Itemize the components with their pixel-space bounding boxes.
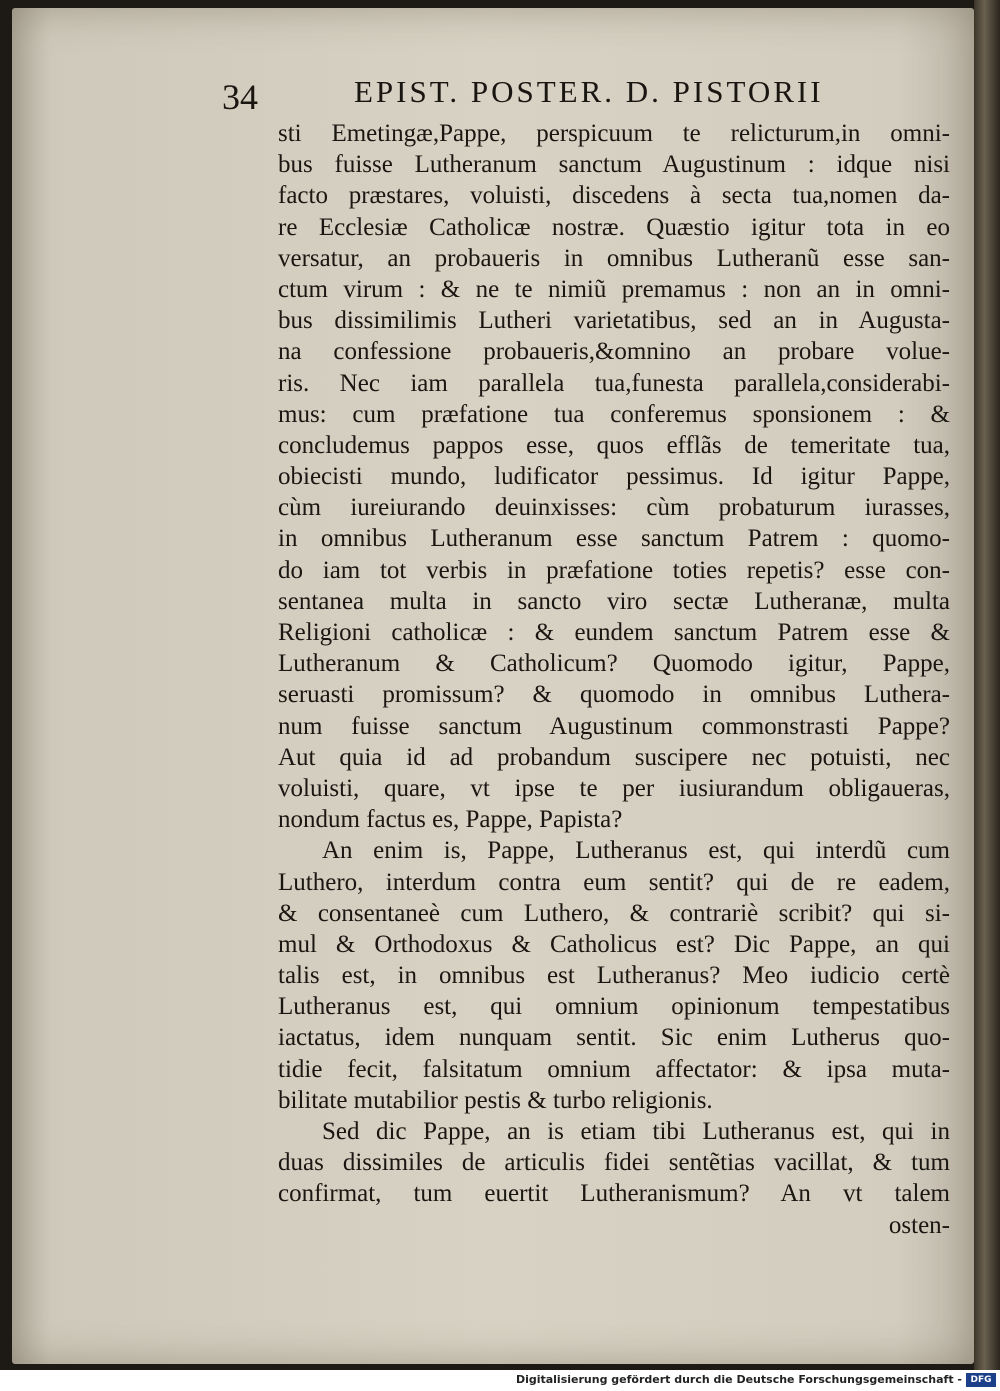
text-line: do iam tot verbis in præfatione toties repetis? esse con- (278, 556, 950, 584)
text-line: versatur, an probaueris in omnibus Lutheranũ esse san- (278, 244, 950, 272)
text-line: nondum factus es, Pappe, Papista? (278, 806, 623, 834)
catchword: osten- (888, 1211, 950, 1239)
text-line: sti Emetingæ,Pappe, perspicuum te relicturum,in omni- (278, 120, 950, 147)
text-line: An enim is, Pappe, Lutheranus est, qui interdũ cum (322, 837, 950, 865)
text-line: in omnibus Lutheranum esse sanctum Patrem : quomo- (278, 525, 950, 553)
page-number: 34 (222, 77, 258, 117)
text-line: num fuisse sanctum Augustinum commonstrasti Pappe? (278, 712, 950, 740)
text-line: bilitate mutabilior pestis & turbo religionis. (278, 1086, 713, 1114)
text-line: sentanea multa in sancto viro sectæ Lutheranæ, multa (278, 587, 950, 615)
text-line: facto præstares, voluisti, discedens à secta tua,nomen da- (278, 182, 950, 210)
text-line: Luthero, interdum contra eum sentit? qui de re eadem, (278, 868, 950, 896)
text-line: confirmat, tum euertit Lutheranismum? An vt talem (278, 1180, 950, 1208)
text-line: Sed dic Pappe, an is etiam tibi Lutheranus est, qui in (322, 1118, 950, 1145)
text-line: duas dissimiles de articulis fidei sentẽtias vacillat, & tum (278, 1149, 950, 1177)
dfg-logo: DFG (966, 1373, 996, 1387)
text-line: mul & Orthodoxus & Catholicus est? Dic Pappe, an qui (278, 930, 950, 958)
text-line: ris. Nec iam parallela tua,funesta parallela,considerabi- (278, 369, 950, 397)
text-line: Lutheranum & Catholicum? Quomodo igitur, Pappe, (278, 650, 950, 678)
text-line: concludemus pappos esse, quos efflãs de temeritate tua, (278, 431, 950, 459)
page-header (222, 66, 962, 126)
book-binding-edge (974, 0, 1000, 1370)
digitization-footer (0, 1370, 1000, 1391)
text-line: talis est, in omnibus est Lutheranus? Meo iudicio certè (278, 962, 950, 990)
text-line: & consentaneè cum Luthero, & contrariè scribit? qui si- (278, 899, 950, 927)
text-line: seruasti promissum? & quomodo in omnibus Luthera- (278, 681, 950, 709)
text-line: voluisti, quare, vt ipse te per iusiurandum obligaueras, (278, 774, 950, 802)
text-line: cùm iureiurando deuinxisses: cùm probaturum iurasses, (278, 494, 950, 522)
text-line: ctum virum : & ne te nimiũ premamus : non an in omni- (278, 275, 950, 303)
text-line: mus: cum præfatione tua conferemus sponsionem : & (278, 400, 950, 428)
text-block (278, 118, 950, 1241)
text-line: re Ecclesiæ Catholicæ nostræ. Quæstio igitur tota in eo (278, 213, 950, 241)
text-line: tidie fecit, falsitatum omnium affectator: & ipsa muta- (278, 1055, 950, 1083)
text-line: Lutheranus est, qui omnium opinionum tempestatibus (278, 993, 950, 1021)
text-line: bus dissimilimis Lutheri varietatibus, sed an in Augusta- (278, 307, 950, 335)
text-line: Aut quia id ad probandum suscipere nec potuisti, nec (278, 743, 950, 771)
text-line: obiecisti mundo, ludificator pessimus. Id igitur Pappe, (278, 463, 950, 491)
text-line: na confessione probaueris,&omnino an probare volue- (278, 338, 950, 366)
text-line: iactatus, idem nunquam sentit. Sic enim Lutherus quo- (278, 1024, 950, 1052)
funding-credit: Digitalisierung gefördert durch die Deutsche Forschungsgemeinschaft - (515, 1373, 962, 1386)
text-line: Religioni catholicæ : & eundem sanctum Patrem esse & (278, 619, 950, 646)
text-line: bus fuisse Lutheranum sanctum Augustinum : idque nisi (278, 151, 950, 179)
running-title: EPIST. POSTER. D. PISTORII (354, 74, 824, 109)
